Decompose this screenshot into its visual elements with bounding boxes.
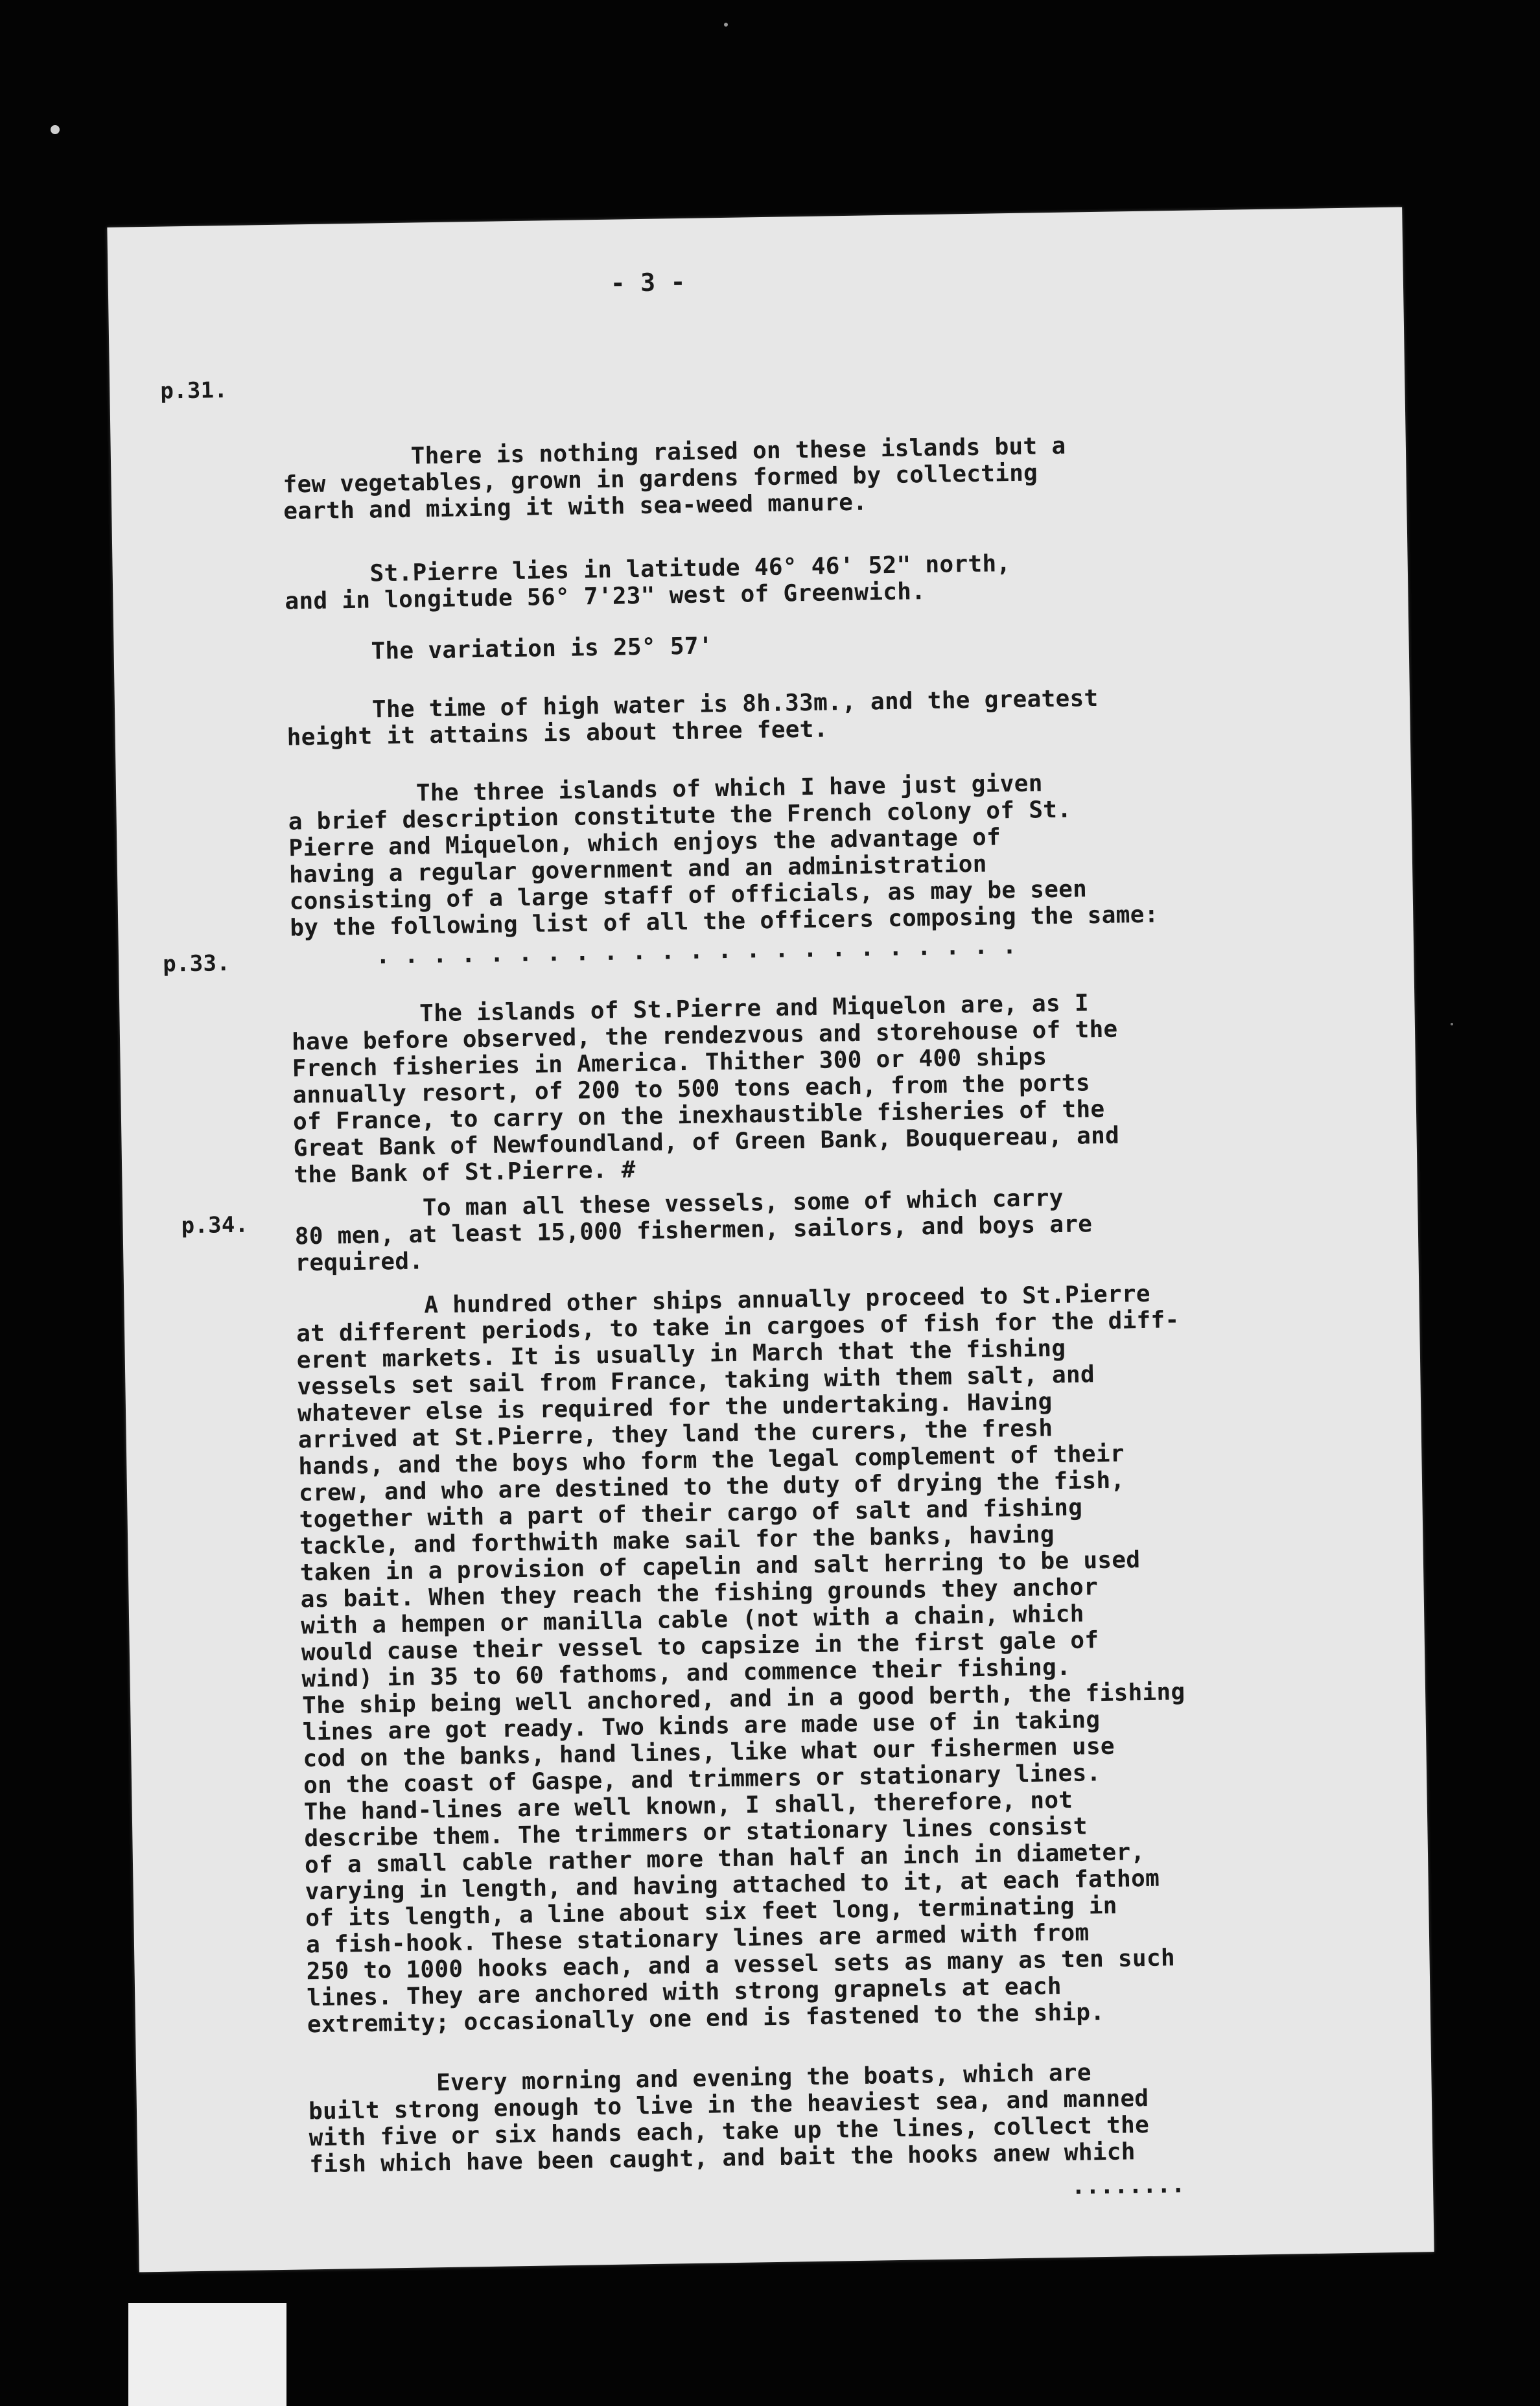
margin-note-p31: p.31. [160,377,228,404]
paragraph-variation: The variation is 25° 57' [285,633,714,666]
paragraph-rendezvous: The islands of St.Pierre and Miquelon are, as I have before observed, the rendezvous and storehouse of the French fisheries in America. Thither 300 or 400 ships annually resort, of 200 to 500 tons each, from the ports of France, to carry on the inexhaustible fisheries of the Great Bank of Newfoundland, of Green Bank, Bouquereau, and the Bank of St.Pierre. # [291,990,1120,1189]
ellipsis-omission: . . . . . . . . . . . . . . . . . . . . . . . [290,932,1017,971]
paragraph-manning: To man all these vessels, some of which carry 80 men, at least 15,000 fishermen, sailors, and boys are required. [294,1184,1093,1277]
paragraph-latitude: St.Pierre lies in latitude 46° 46' 52" north, and in longitude 56° 7'23" west of Greenwich. [284,550,1011,615]
margin-note-p34: p.34. [181,1211,249,1239]
paragraph-high-water: The time of high water is 8h.33m., and the greatest height it attains is about three feet. [286,684,1099,751]
paragraph-fishing-voyage: A hundred other ships annually proceed to St.Pierre at different periods, to take in cargoes of fish for the diff- erent markets. It is usually in March that the fishing vessels set sail from France, taking with them salt, and whatever else is required for the undertaking. Having arrived at St.Pierre, they land the curers, the fresh hands, and the boys who form the legal complement of their crew, and who are destined to the duty of drying the fish, together with a part of their cargo of salt and fishing tackle, and forthwith make sail for the banks, having taken in a provision of capelin and salt herring to be used as bait. When they reach the fishing grounds they anchor with a hempen or manilla cable (not with a chain, which would cause their vessel to capsize in the first gale of wind) in 35 to 60 fathoms, and commence their fishing. The ship being well anchored, and in a good berth, the fishing lines are got ready. Two kinds are made use of in taking cod on the banks, hand lines, like what our fishermen use on the coast of Gaspe, and trimmers or stationary lines. The hand-lines are well known, I shall, therefore, not describe them. The trimmers or stationary lines consist of a small cable rather more than half an inch in diameter, varying in length, and having attached to it, at each fathom of its length, a line about six feet long, terminating in a fish-hook. These stationary lines are armed with from 250 to 1000 hooks each, and a vessel sets as many as ten such lines. They are anchored with strong grapnels at each extremity; occasionally one end is fastened to the ship. [296,1280,1185,2038]
page-number: - 3 - [610,267,686,298]
paragraph-islands-produce: There is nothing raised on these islands but a few vegetables, grown in gardens formed by collecting earth and mixing it with sea-weed manure. [282,432,1066,525]
document-page [107,207,1434,2272]
continuation-dots: ........ [1071,2171,1186,2200]
paragraph-french-colony: The three islands of which I have just given a brief description constitute the French colony of St. Pierre and Miquelon, which enjoys the advantage of having a regular government and an administration consisting of a large staff of officials, as may be seen by the following list of all the officers composing the same: [287,770,1159,942]
margin-note-p33: p.33. [162,950,231,977]
paragraph-morning-evening: Every morning and evening the boats, which are built strong enough to live in the heaviest sea, and manned with five or six hands each, take up the lines, collect the fish which have been caught, and bait the hooks anew which [308,2059,1150,2178]
tape-strip [128,2303,286,2406]
